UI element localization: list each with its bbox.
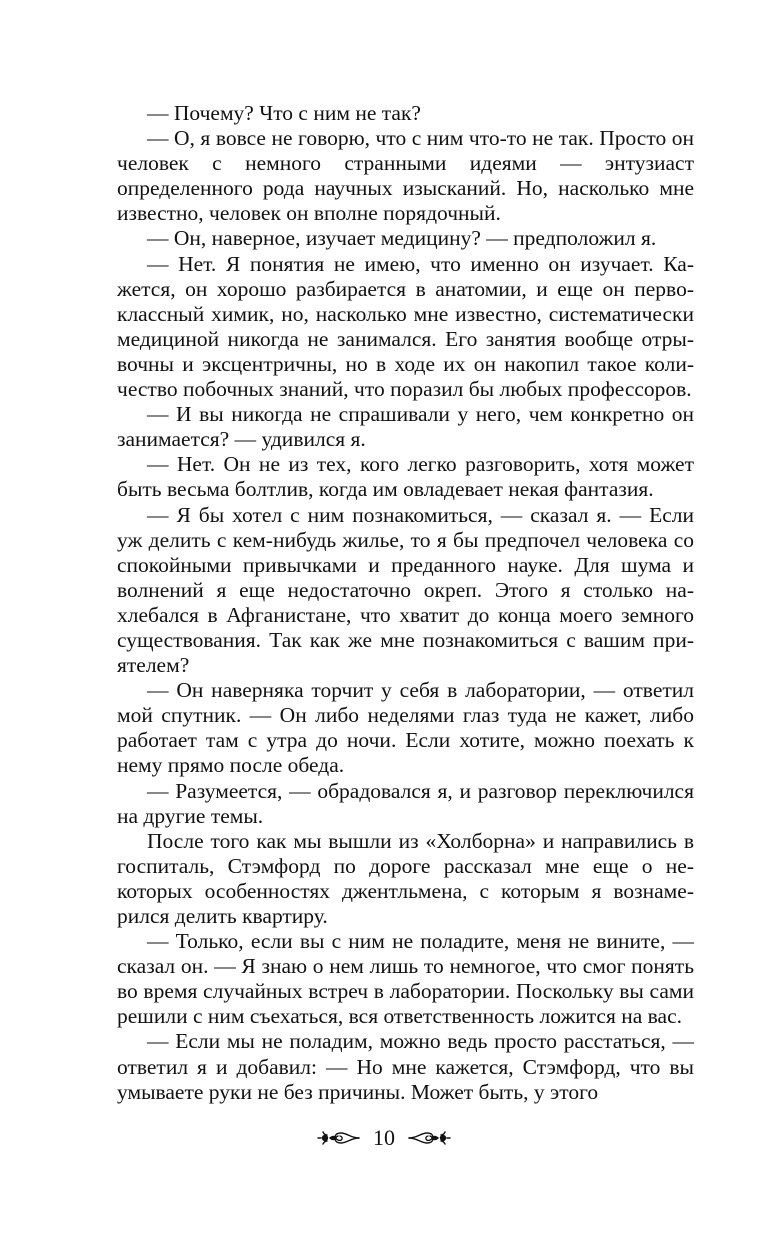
paragraph-10: После того как мы вышли из «Холборна» и направились в госпиталь, Стэмфорд по дороге рассказал мне еще о некоторых особенностях джентльмена, с которым я вознамерился делить квартиру. (117, 828, 694, 928)
body-text (117, 101, 694, 1105)
paragraph-4: — Нет. Я понятия не имею, что именно он изучает. Кажется, он хорошо разбирается в анатомии, и еще он первоклассный химик, но, насколько мне известно, систематически медициной никогда не занимался. Его занятия вообще отрывочны и эксцентричны, но в ходе их он накопил такое количество побочных знаний, что поразил бы любых профессоров. (117, 251, 694, 402)
paragraph-3: — Он, наверное, изучает медицину? — предположил я. (147, 226, 657, 251)
paragraph-11: — Только, если вы с ним не поладите, меня не вините, — сказал он. — Я знаю о нем лишь то немногое, что смог понять во время случайных встреч в лаборатории. Поскольку вы сами решили с ним съехаться, вся ответственность ложится на вас. (117, 929, 694, 1029)
paragraph-2: — О, я вовсе не говорю, что с ним что-то не так. Просто он человек с немного странными идеями — энтузиаст определенного рода научных изысканий. Но, насколько мне известно, человек он вполне порядочный. (117, 126, 694, 226)
paragraph-7: — Я бы хотел с ним познакомиться, — сказал я. — Если уж делить с кем-нибудь жилье, то я бы предпочел человека со спокойными привычками и преданного науке. Для шума и волнений я еще недостаточно окреп. Этого я столько нахлебался в Афганистане, что хватит до конца моего земного существования. Так как же мне познакомиться с вашим приятелем? (117, 502, 694, 678)
page-footer (0, 1125, 768, 1151)
paragraph-12: — Если мы не поладим, можно ведь просто расстаться, — ответил я и добавил: — Но мне кажется, Стэмфорд, что вы умываете руки не без причины. Может быть, у этого (117, 1029, 694, 1104)
paragraph-6: — Нет. Он не из тех, кого легко разговорить, хотя может быть весьма болтлив, когда им овладевает некая фантазия. (117, 452, 694, 502)
paragraph-1: — Почему? Что с ним не так? (147, 101, 421, 125)
floral-ornament-right-icon (407, 1127, 453, 1149)
paragraph-9: — Разумеется, — обрадовался я, и разговор переключился на другие темы. (117, 778, 694, 828)
page-number: 10 (373, 1125, 395, 1150)
paragraph-8: — Он наверняка торчит у себя в лаборатории, — ответил мой спутник. — Он либо неделями глаз туда не кажет, либо работает там с утра до ночи. Если хотите, можно поехать к нему прямо после обеда. (117, 678, 694, 778)
floral-ornament-left-icon (315, 1127, 361, 1149)
paragraph-5: — И вы никогда не спрашивали у него, чем конкретно он занимается? — удивился я. (117, 402, 694, 452)
